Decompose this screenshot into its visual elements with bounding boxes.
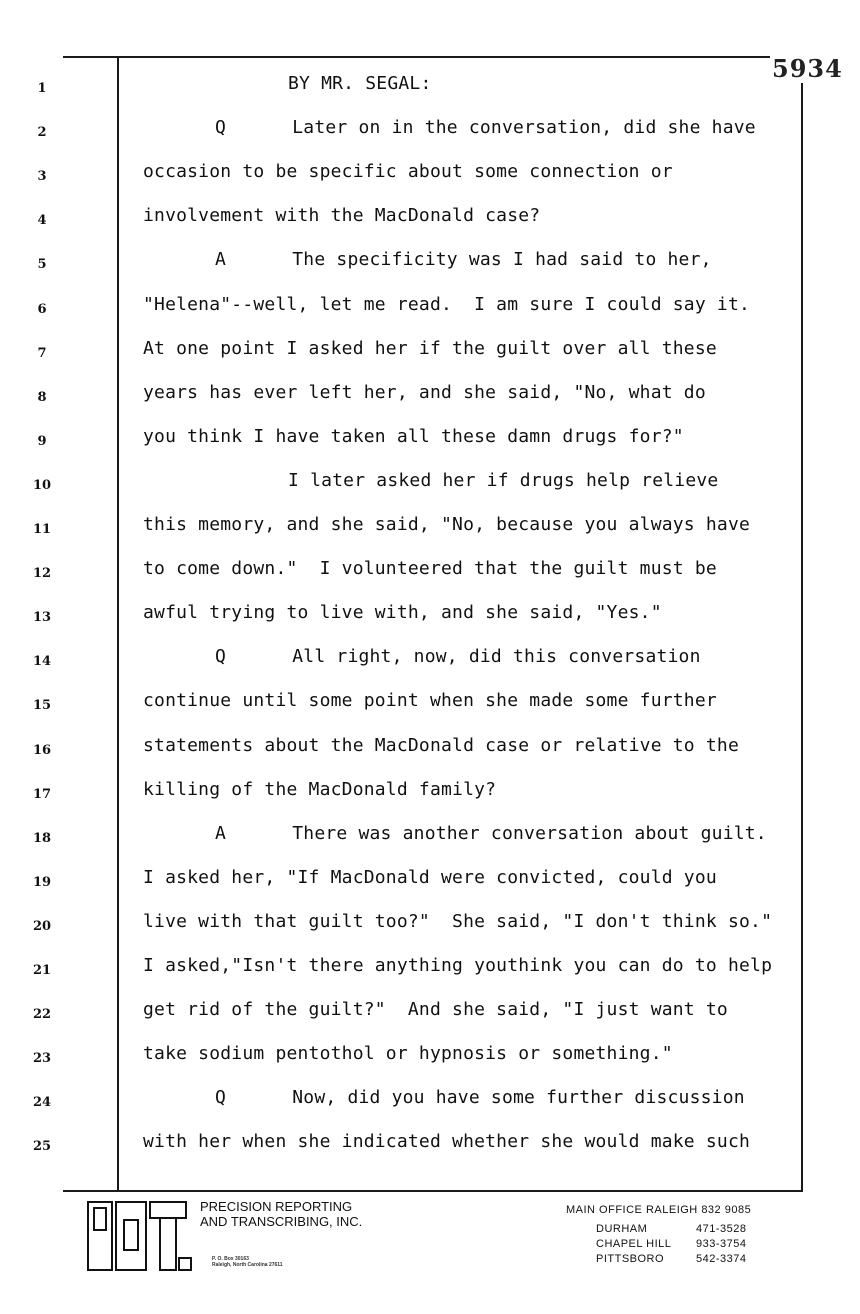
transcript-line: A The specificity was I had said to her, [215,249,712,271]
transcript-line: I asked her, "If MacDonald were convicted, could you [143,866,717,888]
line-number: 4 [37,213,47,229]
transcript-line: I asked,"Isn't there anything youthink you can do to help [143,955,773,976]
transcript-line: occasion to be specific about some connection or [143,161,673,183]
line-number: 20 [32,918,52,934]
transcript-line: awful trying to live with, and she said, "Yes." [143,602,662,624]
firm-address [212,1256,283,1268]
line-number: 19 [32,874,52,890]
firm-address-line-2: Raleigh, North Carolina 27611 [212,1262,283,1268]
line-number: 21 [32,963,52,978]
transcript-line: continue until some point when she made some further [143,690,717,712]
line-number: 17 [32,786,52,802]
line-number: 23 [32,1051,52,1067]
transcript-line: you think I have taken all these damn drugs for?" [143,425,684,447]
transcript-line: I later asked her if drugs help relieve [288,469,719,491]
line-number: 7 [37,345,47,361]
firm-name-line-1: PRECISION REPORTING [200,1199,353,1214]
firm-name-line-2: AND TRANSCRIBING, INC. [200,1214,363,1229]
transcript-line: this memory, and she said, "No, because you always have [143,514,751,535]
firm-name [200,1199,362,1229]
page-border [63,56,803,1192]
page-number: 5934 [772,54,843,83]
transcript-line: take sodium pentothol or hypnosis or something." [143,1043,673,1065]
line-number: 9 [37,433,47,449]
transcript-line: live with that guilt too?" She said, "I don't think so." [143,910,773,932]
transcript-line: At one point I asked her if the guilt over all these [143,337,717,359]
line-number: 10 [32,477,52,493]
line-number: 12 [32,566,52,582]
line-number: 25 [32,1139,52,1155]
line-number: 13 [32,610,52,626]
transcript-line: Q Now, did you have some further discussion [215,1087,745,1109]
transcript-line: killing of the MacDonald family? [143,778,497,800]
line-number: 14 [32,654,52,670]
line-number: 16 [32,742,52,758]
transcript-line: to come down." I volunteered that the guilt must be [143,558,717,580]
line-number: 6 [37,301,47,317]
line-number-margin-rule [117,56,119,1192]
transcript-line: years has ever left her, and she said, "No, what do [143,381,706,403]
transcript-line: A There was another conversation about guilt. [215,822,767,844]
line-number: 5 [37,257,47,273]
transcript-line: "Helena"--well, let me read. I am sure I could say it. [143,293,751,315]
firm-address-line-1: P. O. Box 30163 [212,1256,249,1262]
main-office-label: MAIN OFFICE [566,1204,643,1216]
office-phone: 542-3374 [696,1253,747,1265]
line-number: 11 [32,522,52,537]
main-office-city: RALEIGH [645,1204,698,1216]
transcript-line: BY MR. SEGAL: [288,73,432,94]
line-number: 1 [37,81,47,96]
pat-logo [86,1198,196,1276]
line-number: 18 [32,830,52,846]
transcript-line: Q Later on in the conversation, did she have [215,117,756,139]
main-office-phone: 832 9085 [701,1204,752,1216]
line-number: 22 [32,1007,52,1023]
transcript-line: Q All right, now, did this conversation [215,646,701,668]
line-number: 24 [32,1095,52,1111]
line-number: 2 [37,125,47,141]
line-number: 3 [37,169,47,185]
transcript-line: get rid of the guilt?" And she said, "I just want to [143,999,728,1021]
transcript-line: statements about the MacDonald case or relative to the [143,734,739,756]
office-city: PITTSBORO [596,1253,665,1265]
transcript-line: involvement with the MacDonald case? [143,205,541,227]
line-number: 15 [32,698,52,714]
office-phone: 471-3528 [696,1223,747,1235]
line-number: 8 [37,389,47,405]
transcript-line: with her when she indicated whether she would make such [143,1131,751,1153]
office-city: DURHAM [596,1223,648,1235]
office-city: CHAPEL HILL [596,1238,672,1250]
office-phone: 933-3754 [696,1238,747,1250]
main-office-row [566,1204,751,1216]
